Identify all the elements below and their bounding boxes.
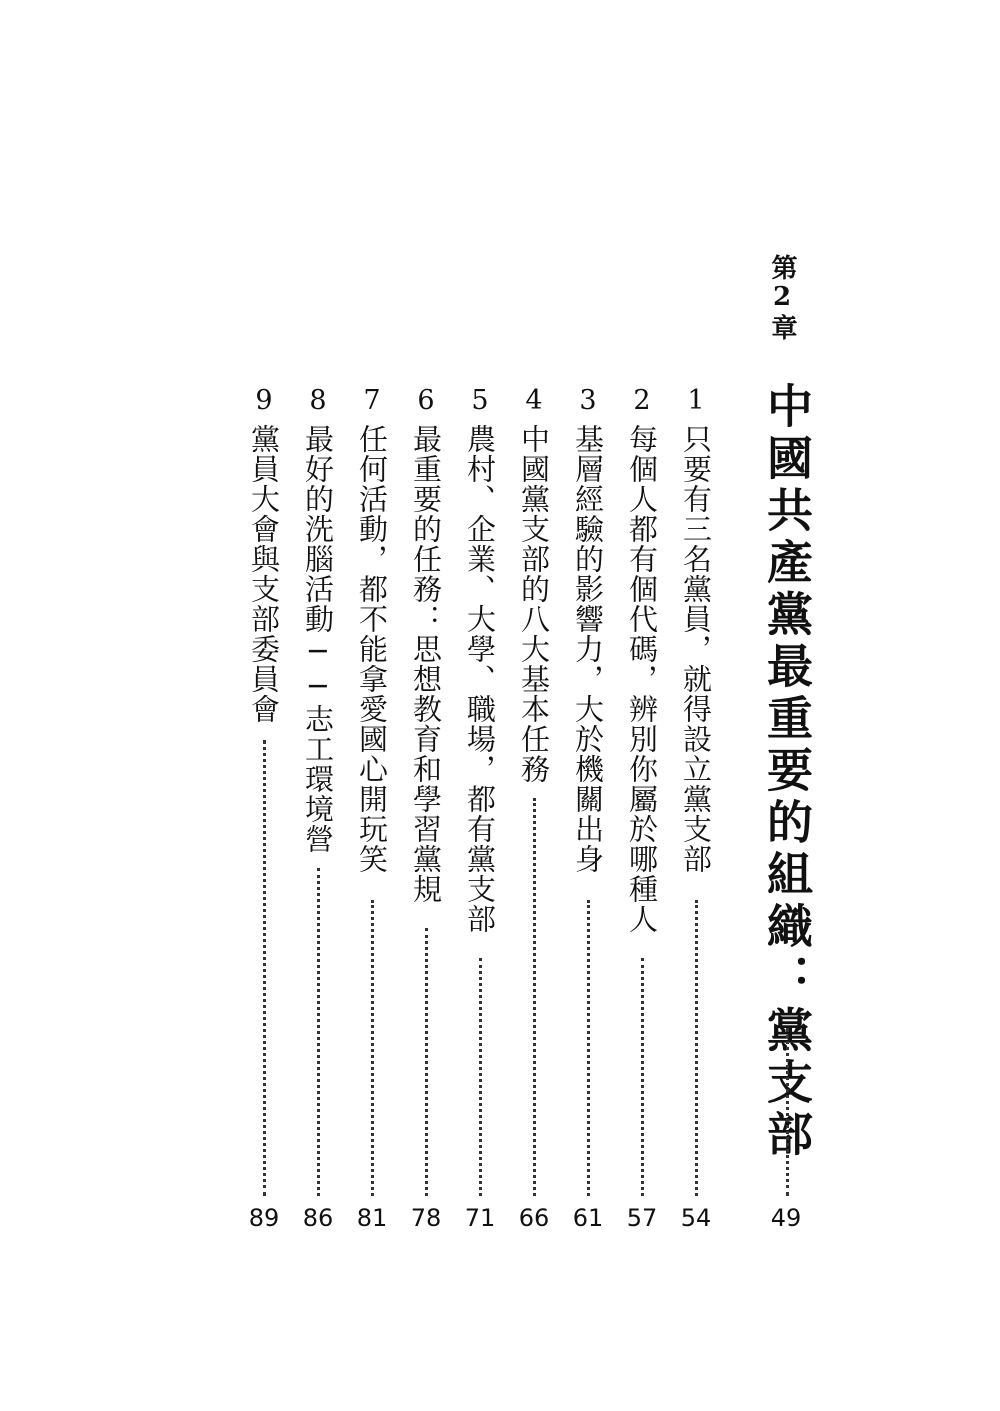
chapter-label: 第2章 xyxy=(767,254,797,342)
entry-page-number: 57 xyxy=(626,1204,658,1232)
entry-title: 黨員大會與支部委員會 xyxy=(247,424,281,724)
entry-number: 5 xyxy=(471,385,489,416)
entry-title: 基層經驗的影響力，大於機關出身 xyxy=(571,424,605,874)
entry-number: 1 xyxy=(687,385,705,416)
entry-number: 6 xyxy=(417,385,435,416)
chapter-title: 中國共產黨最重要的組織：黨支部 xyxy=(760,382,814,1162)
entry-number: 2 xyxy=(633,385,651,416)
entry-page-number: 78 xyxy=(410,1204,442,1232)
entry-leader xyxy=(695,900,698,1196)
entry-title: 最好的洗腦活動──志工環境營 xyxy=(301,424,335,854)
entry-leader xyxy=(371,900,374,1196)
entry-title: 最重要的任務：思想教育和學習黨規 xyxy=(409,424,443,904)
entry-page-number: 89 xyxy=(248,1204,280,1232)
entry-leader xyxy=(425,928,428,1196)
entry-number: 4 xyxy=(525,385,543,416)
entry-number: 3 xyxy=(579,385,597,416)
chapter-page-number: 49 xyxy=(770,1204,802,1232)
entry-number: 7 xyxy=(363,385,381,416)
entry-page-number: 61 xyxy=(572,1204,604,1232)
entry-title: 只要有三名黨員，就得設立黨支部 xyxy=(679,424,713,874)
entry-leader xyxy=(533,798,536,1196)
chapter-leader xyxy=(786,1028,789,1196)
entry-page-number: 86 xyxy=(302,1204,334,1232)
entry-number: 9 xyxy=(255,385,273,416)
entry-leader xyxy=(641,958,644,1196)
entry-leader xyxy=(587,900,590,1196)
entry-title: 每個人都有個代碼，辨別你屬於哪種人 xyxy=(625,424,659,934)
entry-page-number: 66 xyxy=(518,1204,550,1232)
entry-leader xyxy=(479,958,482,1196)
entry-number: 8 xyxy=(309,385,327,416)
entry-leader xyxy=(263,740,266,1196)
entry-title: 任何活動，都不能拿愛國心開玩笑 xyxy=(355,424,389,874)
entry-page-number: 54 xyxy=(680,1204,712,1232)
entry-title: 農村、企業、大學、職場，都有黨支部 xyxy=(463,424,497,934)
entry-page-number: 71 xyxy=(464,1204,496,1232)
entry-title: 中國黨支部的八大基本任務 xyxy=(517,424,551,784)
entry-page-number: 81 xyxy=(356,1204,388,1232)
entry-leader xyxy=(317,868,320,1196)
